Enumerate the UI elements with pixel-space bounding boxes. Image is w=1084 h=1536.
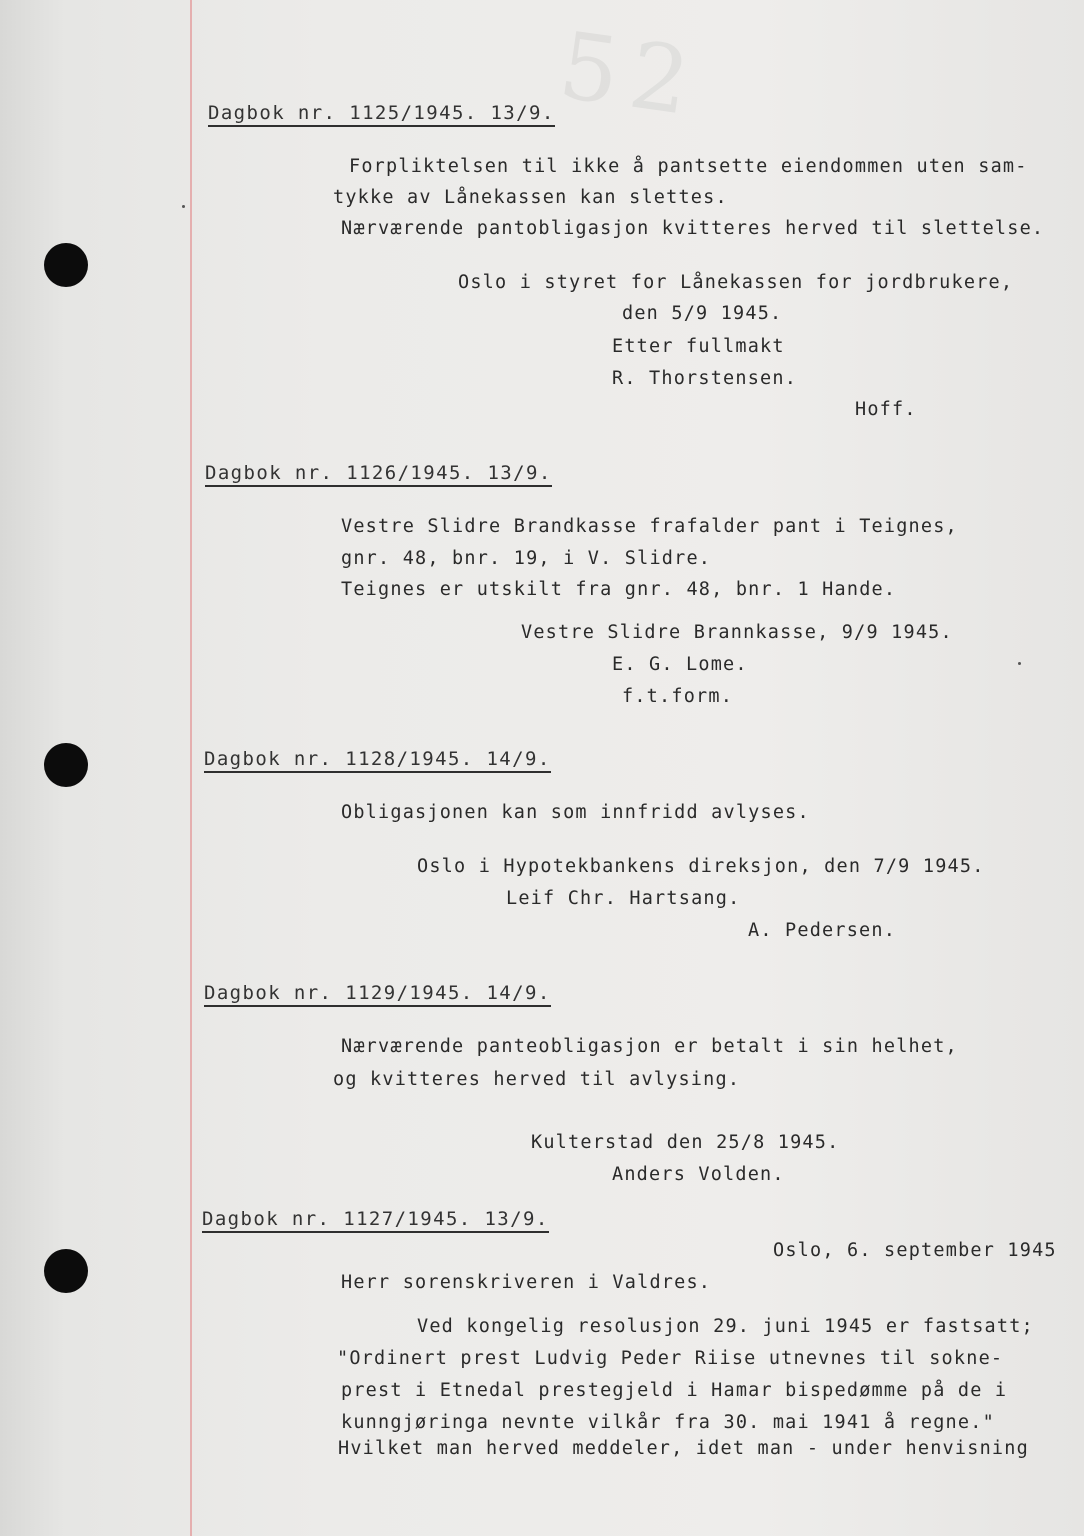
signature-place-line: Vestre Slidre Brannkasse, 9/9 1945.	[521, 622, 953, 643]
signature-name: A. Pedersen.	[748, 920, 897, 941]
punch-hole	[44, 243, 88, 287]
entry-header: Dagbok nr. 1129/1945. 14/9.	[204, 982, 551, 1007]
punch-hole	[44, 743, 88, 787]
letter-date: Oslo, 6. september 1945	[773, 1240, 1057, 1261]
entry-text-line: tykke av Lånekassen kan slettes.	[333, 187, 728, 208]
faded-stamp-mark: 52	[553, 11, 708, 138]
letter-text-line: kunngjøringa nevnte vilkår fra 30. mai 1941 å regne."	[341, 1412, 995, 1433]
signature-place-line: Oslo i styret for Lånekassen for jordbrukere,	[458, 272, 1014, 293]
entry-text-line: Forpliktelsen til ikke å pantsette eiendommen uten sam-	[349, 156, 1028, 177]
entry-text-line: gnr. 48, bnr. 19, i V. Slidre.	[341, 548, 712, 569]
entry-header: Dagbok nr. 1126/1945. 13/9.	[205, 462, 552, 487]
entry-text-line: Nærværende panteobligasjon er betalt i sin helhet,	[341, 1036, 958, 1057]
margin-rule	[190, 0, 192, 1536]
entry-text-line: og kvitteres herved til avlysing.	[333, 1069, 741, 1090]
entry-text-line: Obligasjonen kan som innfridd avlyses.	[341, 802, 810, 823]
letter-salutation: Herr sorenskriveren i Valdres.	[341, 1272, 712, 1293]
signature-date-line: den 5/9 1945.	[622, 303, 783, 324]
signature-name: Hoff.	[855, 399, 917, 420]
signature-line: Etter fullmakt	[612, 336, 785, 357]
letter-text-line: Hvilket man herved meddeler, idet man - under henvisning	[338, 1438, 1029, 1459]
speck	[182, 205, 185, 208]
signature-name: R. Thorstensen.	[612, 368, 798, 389]
signature-place-line: Kulterstad den 25/8 1945.	[531, 1132, 840, 1153]
signature-title: f.t.form.	[622, 686, 734, 707]
entry-header: Dagbok nr. 1127/1945. 13/9.	[202, 1208, 549, 1233]
signature-place-line: Oslo i Hypotekbankens direksjon, den 7/9 1945.	[417, 856, 985, 877]
signature-name: Leif Chr. Hartsang.	[506, 888, 741, 909]
entry-text-line: Teignes er utskilt fra gnr. 48, bnr. 1 Hande.	[341, 579, 897, 600]
entry-text-line: Vestre Slidre Brandkasse frafalder pant i Teignes,	[341, 516, 958, 537]
letter-text-line: prest i Etnedal prestegjeld i Hamar bispedømme på de i	[341, 1380, 1008, 1401]
speck	[1018, 662, 1021, 665]
entry-text-line: Nærværende pantobligasjon kvitteres herved til slettelse.	[341, 218, 1045, 239]
letter-text-line: "Ordinert prest Ludvig Peder Riise utnevnes til sokne-	[337, 1348, 1004, 1369]
entry-header: Dagbok nr. 1128/1945. 14/9.	[204, 748, 551, 773]
entry-header: Dagbok nr. 1125/1945. 13/9.	[208, 102, 555, 127]
signature-name: Anders Volden.	[612, 1164, 785, 1185]
punch-hole	[44, 1249, 88, 1293]
signature-name: E. G. Lome.	[612, 654, 748, 675]
letter-text-line: Ved kongelig resolusjon 29. juni 1945 er fastsatt;	[417, 1316, 1034, 1337]
